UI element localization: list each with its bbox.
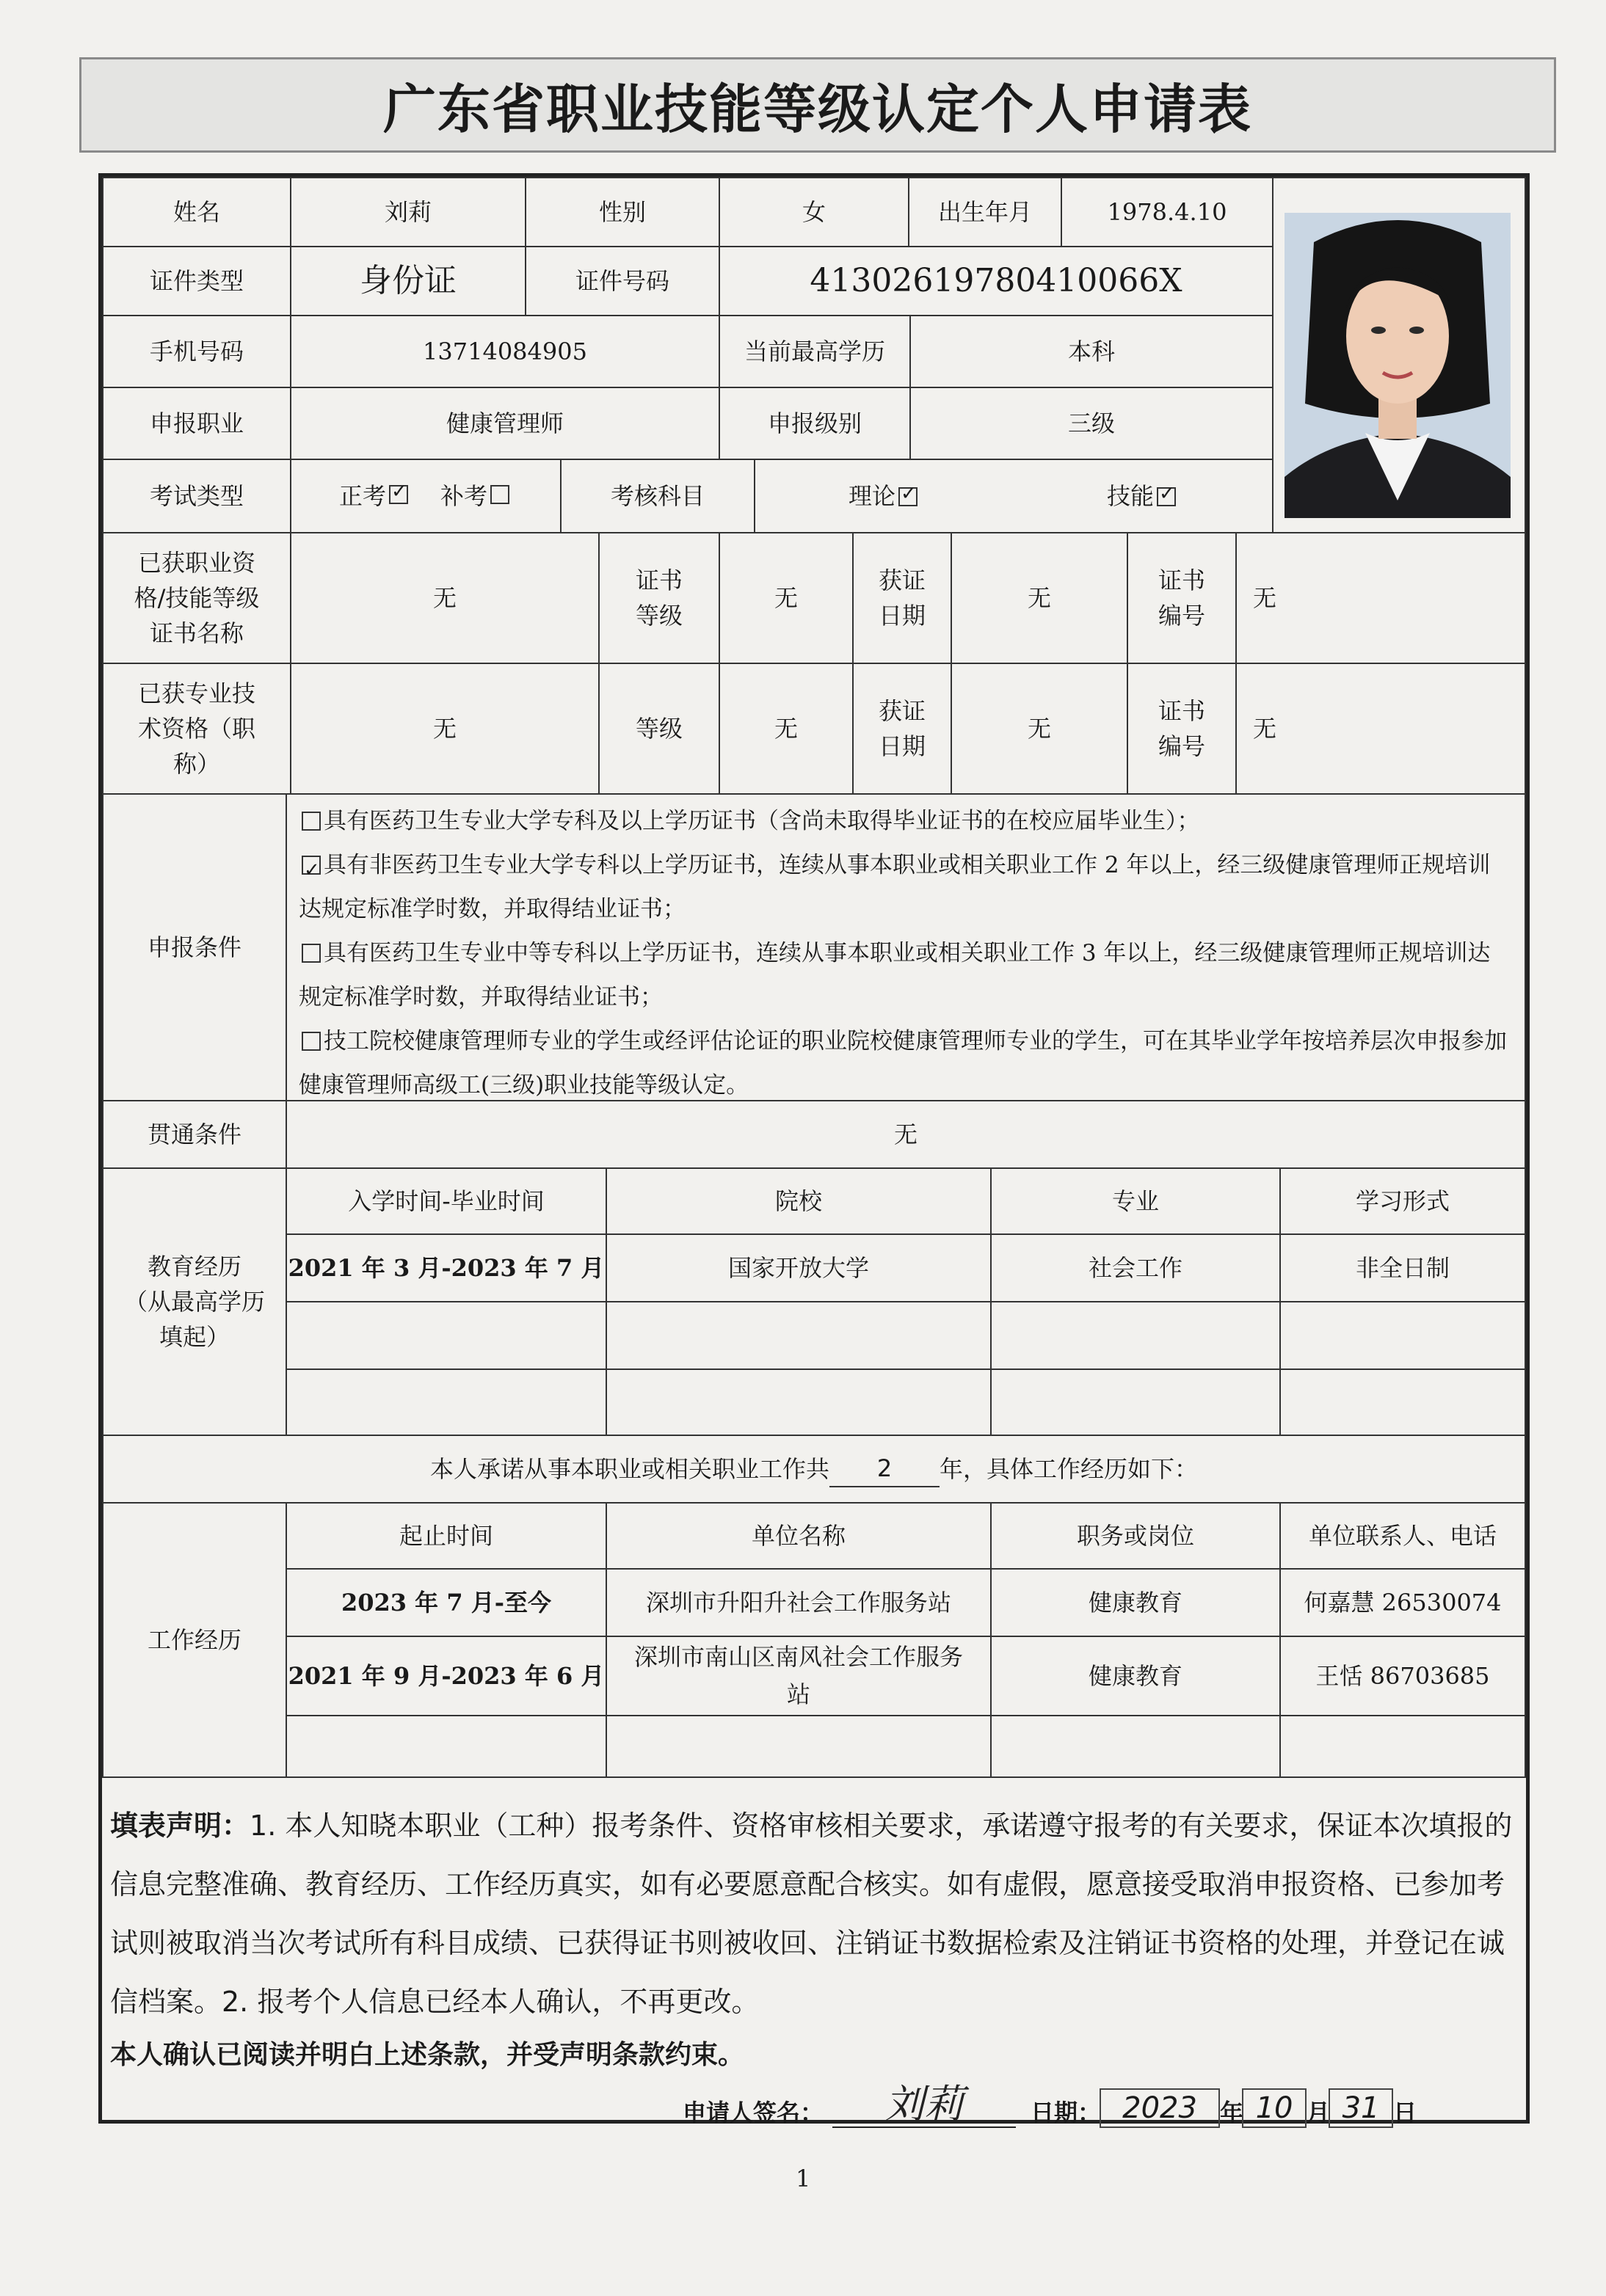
- subject-options: [754, 459, 1273, 533]
- applicant-photo: [1285, 213, 1511, 518]
- condition-1-checkbox[interactable]: [302, 812, 321, 831]
- title-level-label: 等级: [598, 663, 720, 795]
- condition-item: 具有医药卫生专业大学专科及以上学历证书（含尚未取得毕业证书的在校应届毕业生）；: [299, 799, 1513, 843]
- work-1-contact[interactable]: 何嘉慧 26530074: [1279, 1568, 1526, 1637]
- condition-2-checkbox[interactable]: [302, 856, 321, 875]
- work-header-contact: 单位联系人、电话: [1279, 1502, 1526, 1570]
- work-header-time: 起止时间: [286, 1502, 607, 1570]
- occupation-label: 申报职业: [102, 387, 291, 460]
- edu-empty-cell[interactable]: [606, 1369, 992, 1436]
- vocational-cert-field[interactable]: 无: [290, 532, 600, 664]
- gender-label: 性别: [525, 177, 720, 247]
- makeup-exam-checkbox[interactable]: [490, 485, 509, 504]
- level-field[interactable]: 三级: [909, 387, 1273, 460]
- professional-title-label: 已获专业技 术资格（职 称）: [102, 663, 291, 795]
- work-commitment: 本人承诺从事本职业或相关职业工作共 2 年，具体工作经历如下：: [102, 1435, 1526, 1504]
- edu-header-major: 专业: [990, 1167, 1281, 1235]
- theory-checkbox[interactable]: [898, 487, 918, 506]
- edu-empty-cell[interactable]: [606, 1301, 992, 1370]
- work-1-time[interactable]: 2023 年 7 月-至今: [286, 1568, 607, 1637]
- signature-row: 申请人签名： 刘莉 日期： 2023 年 10 月 31 日: [683, 2081, 1417, 2127]
- id-type-label: 证件类型: [102, 246, 291, 316]
- work-2-position[interactable]: 健康教育: [990, 1636, 1281, 1716]
- condition-4-checkbox[interactable]: [302, 1032, 321, 1051]
- birth-label: 出生年月: [908, 177, 1062, 247]
- work-empty-cell[interactable]: [990, 1715, 1281, 1778]
- form-title: 广东省职业技能等级认定个人申请表: [79, 57, 1556, 153]
- edu-major-field[interactable]: 社会工作: [990, 1233, 1281, 1302]
- through-field[interactable]: 无: [286, 1100, 1526, 1169]
- edu-header-time: 入学时间-毕业时间: [286, 1167, 607, 1235]
- declaration-body: 1. 本人知晓本职业（工种）报考条件、资格审核相关要求，承诺遵守报考的有关要求，保证本次填报的信息完整准确、教育经历、工作经历真实，如有必要愿意配合核实。如有虚假，愿意接受取消申报资格、已参加考试则被取消当次考试所有科目成绩、已获得证书则被收回、注销证书数据检索及注销证书资格的处理，并登记在诚信档案。2. 报考个人信息已经本人确认，不再更改。: [110, 1810, 1513, 2018]
- cert-level-label: 证书 等级: [598, 532, 720, 664]
- level-label: 申报级别: [719, 387, 911, 460]
- birth-field[interactable]: 1978.4.10: [1061, 177, 1273, 247]
- gender-field[interactable]: 女: [719, 177, 909, 247]
- title-date-field[interactable]: 无: [951, 663, 1128, 795]
- declaration-heading: 填表声明：: [110, 1810, 250, 1842]
- makeup-exam-label: 补考: [440, 482, 488, 510]
- title-date-label: 获证 日期: [852, 663, 952, 795]
- education-level-label: 当前最高学历: [719, 315, 911, 388]
- edu-school-field[interactable]: 国家开放大学: [606, 1233, 992, 1302]
- cert-no-label: 证书 编号: [1127, 532, 1237, 664]
- regular-exam-label: 正考: [338, 482, 386, 510]
- edu-header-school: 院校: [606, 1167, 992, 1235]
- title-no-field[interactable]: 无: [1235, 663, 1526, 795]
- work-years-field[interactable]: 2: [829, 1451, 940, 1487]
- edu-empty-cell[interactable]: [990, 1301, 1281, 1370]
- date-day-field[interactable]: 31: [1329, 2088, 1393, 2128]
- phone-field[interactable]: 13714084905: [290, 315, 720, 388]
- condition-item: 技工院校健康管理师专业的学生或经评估论证的职业院校健康管理师专业的学生，可在其毕业学年按培养层次申报参加健康管理师高级工(三级)职业技能等级认定。: [299, 1028, 1507, 1098]
- regular-exam-checkbox[interactable]: [389, 485, 408, 504]
- condition-item: ✓具有非医药卫生专业大学专科以上学历证书，连续从事本职业或相关职业工作 2 年以上，经三级健康管理师正规培训达规定标准学时数，并取得结业证书；: [299, 843, 1513, 931]
- work-2-employer[interactable]: 深圳市南山区南风社会工作服务 站: [606, 1636, 992, 1716]
- date-year-field[interactable]: 2023: [1100, 2088, 1220, 2128]
- work-1-position[interactable]: 健康教育: [990, 1568, 1281, 1637]
- vocational-cert-label: 已获职业资 格/技能等级 证书名称: [102, 532, 291, 664]
- work-empty-cell[interactable]: [606, 1715, 992, 1778]
- through-label: 贯通条件: [102, 1100, 287, 1169]
- work-1-employer[interactable]: 深圳市升阳升社会工作服务站: [606, 1568, 992, 1637]
- work-2-time[interactable]: 2021 年 9 月-2023 年 6 月: [286, 1636, 607, 1716]
- id-no-field[interactable]: 41302619780410066X: [719, 246, 1273, 316]
- page-number: 1: [796, 2165, 811, 2193]
- occupation-field[interactable]: 健康管理师: [290, 387, 720, 460]
- subject-label: 考核科目: [560, 459, 755, 533]
- condition-item: 具有医药卫生专业中等专科以上学历证书，连续从事本职业或相关职业工作 3 年以上，经三级健康管理师正规培训达规定标准学时数，并取得结业证书；: [299, 940, 1491, 1010]
- cert-no-field[interactable]: 无: [1235, 532, 1526, 664]
- edu-header-mode: 学习形式: [1279, 1167, 1526, 1235]
- work-label: 工作经历: [102, 1502, 287, 1778]
- title-no-label: 证书 编号: [1127, 663, 1237, 795]
- cert-date-label: 获证 日期: [852, 532, 952, 664]
- conditions-label: 申报条件: [102, 793, 287, 1101]
- edu-empty-cell[interactable]: [286, 1301, 607, 1370]
- professional-title-field[interactable]: 无: [290, 663, 600, 795]
- edu-empty-cell[interactable]: [990, 1369, 1281, 1436]
- confirmation-text: 本人确认已阅读并明白上述条款，并受声明条款约束。: [110, 2040, 745, 2070]
- exam-type-label: 考试类型: [102, 459, 291, 533]
- id-type-field[interactable]: 身份证: [290, 246, 526, 316]
- cert-level-field[interactable]: 无: [719, 532, 854, 664]
- edu-time-field[interactable]: 2021 年 3 月-2023 年 7 月: [286, 1233, 607, 1302]
- theory-label: 理论: [848, 482, 895, 510]
- skill-label: 技能: [1106, 482, 1154, 510]
- work-empty-cell[interactable]: [1279, 1715, 1526, 1778]
- condition-3-checkbox[interactable]: [302, 944, 321, 963]
- declaration: [110, 1796, 1519, 2031]
- work-header-employer: 单位名称: [606, 1502, 992, 1570]
- education-label: 教育经历 （从最高学历 填起）: [102, 1167, 287, 1436]
- edu-mode-field[interactable]: 非全日制: [1279, 1233, 1526, 1302]
- id-no-label: 证件号码: [525, 246, 720, 316]
- skill-checkbox[interactable]: [1157, 487, 1176, 506]
- work-2-contact[interactable]: 王恬 86703685: [1279, 1636, 1526, 1716]
- edu-empty-cell[interactable]: [1279, 1301, 1526, 1370]
- work-header-position: 职务或岗位: [990, 1502, 1281, 1570]
- signature-field[interactable]: 刘莉: [832, 2082, 1016, 2128]
- education-level-field[interactable]: 本科: [909, 315, 1273, 388]
- work-empty-cell[interactable]: [286, 1715, 607, 1778]
- name-field[interactable]: 刘莉: [290, 177, 526, 247]
- name-label: 姓名: [102, 177, 291, 247]
- date-month-field[interactable]: 10: [1242, 2088, 1307, 2128]
- date-label: 日期：: [1031, 2099, 1102, 2126]
- sign-label: 申请人签名：: [683, 2099, 824, 2126]
- edu-empty-cell[interactable]: [286, 1369, 607, 1436]
- conditions-list: [286, 793, 1526, 1101]
- exam-type-options: [290, 459, 562, 533]
- cert-date-field[interactable]: 无: [951, 532, 1128, 664]
- title-level-field[interactable]: 无: [719, 663, 854, 795]
- phone-label: 手机号码: [102, 315, 291, 388]
- edu-empty-cell[interactable]: [1279, 1369, 1526, 1436]
